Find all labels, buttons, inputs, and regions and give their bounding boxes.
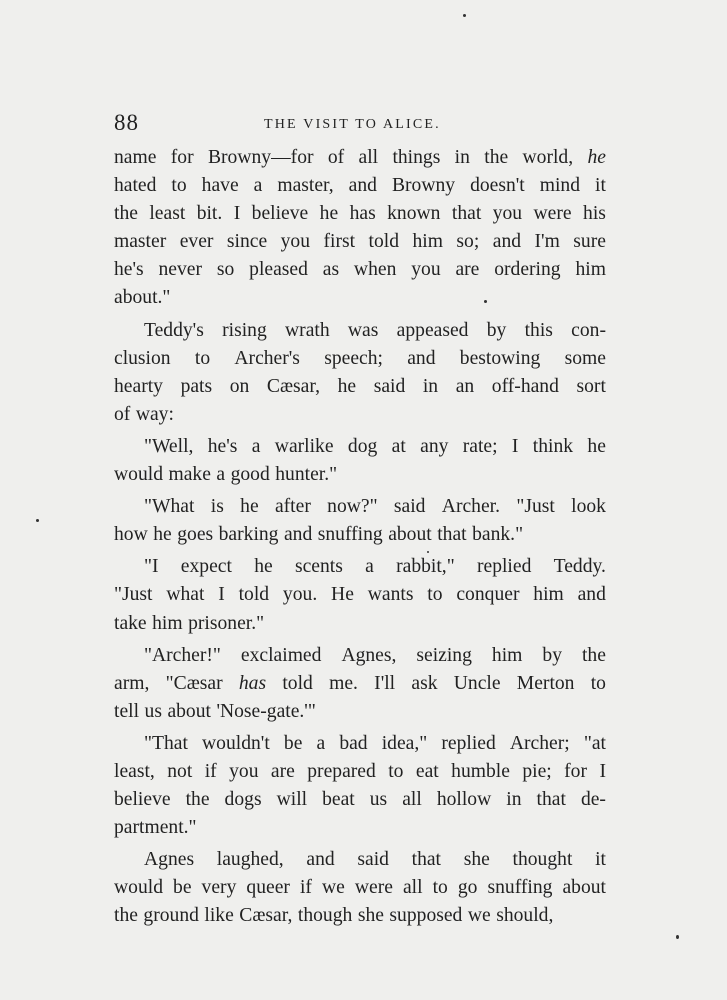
word: "Cæsar [165, 672, 223, 694]
text-line [114, 521, 606, 549]
word: the [484, 147, 509, 168]
word: of [327, 147, 345, 168]
word: exclaimed [240, 644, 322, 666]
word: he [587, 435, 606, 457]
word: and [283, 524, 313, 546]
word: least [149, 203, 186, 225]
paragraph [114, 642, 606, 726]
word: about [167, 700, 211, 722]
paper-speck [676, 935, 679, 939]
word: sure [573, 231, 606, 253]
word: off-hand [491, 375, 559, 397]
word: should, [496, 905, 554, 927]
word: has [349, 203, 376, 225]
word: hated [114, 175, 157, 197]
word: Merton [516, 672, 575, 694]
word: things [392, 147, 441, 168]
word: would [114, 877, 163, 899]
word: told [368, 231, 399, 253]
word: tell [114, 700, 140, 722]
word: Archer; [509, 732, 570, 754]
word: speech; [324, 347, 383, 369]
word: prisoner." [188, 612, 265, 634]
word: ordering [494, 259, 561, 281]
text-line [114, 814, 606, 842]
word: prepared [307, 760, 376, 782]
word: queer [246, 877, 290, 899]
word: like [204, 905, 234, 927]
word: this [524, 319, 553, 341]
word: he [587, 147, 606, 168]
text-line [114, 345, 606, 373]
word: about [562, 877, 606, 899]
word: an [455, 375, 475, 397]
word: pie; [522, 760, 552, 782]
text-line [114, 284, 606, 312]
word: all [402, 789, 422, 811]
word: for [170, 147, 194, 168]
word: a [253, 175, 263, 197]
word: name [114, 147, 157, 168]
running-head: THE VISIT TO ALICE. [264, 117, 441, 132]
word: thought [512, 849, 573, 871]
word: he [153, 524, 172, 546]
text-line [114, 786, 606, 814]
word: "Just [516, 496, 555, 518]
paper-speck [463, 14, 466, 17]
word: beat [322, 789, 355, 811]
text-line [114, 902, 606, 930]
word: about [388, 524, 432, 546]
word: I'll [374, 672, 396, 694]
word: and [577, 584, 606, 606]
word: Agnes, [341, 644, 397, 666]
word: master, [277, 175, 334, 197]
word: bank." [472, 524, 524, 546]
word: very [201, 877, 237, 899]
word: I [218, 584, 225, 606]
word: "Archer!" [144, 644, 221, 666]
text-line [114, 144, 606, 172]
word: by [486, 319, 507, 341]
word: it [595, 175, 606, 197]
word: bestowing [459, 347, 541, 369]
word: he [240, 496, 259, 518]
word: I [233, 203, 241, 225]
text-line [114, 553, 606, 581]
word: "What [144, 496, 195, 518]
paragraph [114, 144, 606, 313]
word: at [391, 435, 406, 457]
word: he [319, 203, 339, 225]
word: bad [339, 732, 368, 754]
word: dogs [224, 789, 262, 811]
word: look [571, 496, 606, 518]
word: ask [411, 672, 438, 694]
word: 'Nose-gate.'" [216, 700, 316, 722]
word: so; [456, 231, 480, 253]
word: wouldn't [202, 732, 270, 754]
word: hollow [436, 789, 492, 811]
word: believe [251, 203, 309, 225]
word: be [173, 877, 192, 899]
word: known [387, 203, 441, 225]
word: ever [179, 231, 214, 253]
word: clusion [114, 347, 171, 369]
word: I [511, 435, 519, 457]
paragraph [114, 493, 606, 549]
text-line [114, 401, 606, 429]
word: appeased [396, 319, 469, 341]
word: on [229, 375, 250, 397]
word: "at [583, 732, 606, 754]
word: "Well, [144, 435, 194, 457]
word: you. [282, 584, 318, 606]
text-line [114, 581, 606, 609]
word: ground [143, 905, 199, 927]
word: wants [367, 584, 414, 606]
paragraph [114, 553, 606, 637]
text-line [114, 610, 606, 638]
paper-speck [427, 551, 429, 553]
word: and [407, 347, 436, 369]
text-line [114, 256, 606, 284]
word: believe [114, 789, 171, 811]
word: to [388, 760, 404, 782]
word: of [114, 403, 131, 425]
word: me. [329, 672, 358, 694]
word: him [575, 259, 606, 281]
word: conquer [456, 584, 520, 606]
word: Browny—for [207, 147, 314, 168]
word: that [437, 524, 467, 546]
word: you [280, 231, 311, 253]
word: pleased [249, 259, 308, 281]
word: take [114, 612, 147, 634]
word: go [457, 877, 478, 899]
word: Agnes [144, 849, 195, 871]
word: Teddy. [553, 556, 606, 578]
word: him [152, 612, 183, 634]
word: "Just [114, 584, 153, 606]
word: in [422, 375, 439, 397]
word: a [216, 464, 226, 486]
word: after [274, 496, 311, 518]
word: she [357, 905, 384, 927]
word: when [353, 259, 397, 281]
word: she [463, 849, 490, 871]
word: barking [218, 524, 279, 546]
word: bit. [196, 203, 223, 225]
text-line [114, 461, 606, 489]
word: Uncle [453, 672, 501, 694]
paper-speck [36, 519, 39, 522]
word: told [238, 584, 270, 606]
page-number: 88 [114, 110, 139, 135]
word: would [114, 464, 163, 486]
word: mind [539, 175, 581, 197]
word: will [276, 789, 308, 811]
text-line [114, 698, 606, 726]
word: said [393, 496, 426, 518]
word: told [282, 672, 313, 694]
word: that [451, 203, 482, 225]
body-text [114, 144, 606, 931]
word: to [171, 175, 187, 197]
word: a [316, 732, 326, 754]
word: the [185, 789, 210, 811]
word: him [412, 231, 443, 253]
word: has [238, 672, 267, 694]
word: the [581, 644, 606, 666]
word: a [251, 435, 261, 457]
word: expect [180, 556, 232, 578]
word: "That [144, 732, 188, 754]
word: idea," [381, 732, 428, 754]
text-line [114, 874, 606, 902]
word: have [201, 175, 239, 197]
word: said [373, 375, 406, 397]
word: Browny [391, 175, 456, 197]
word: what [166, 584, 205, 606]
page-header [114, 110, 606, 140]
word: replied [441, 732, 496, 754]
paragraph [114, 730, 606, 842]
word: he [254, 556, 273, 578]
word: doesn't [470, 175, 525, 197]
word: said [357, 849, 389, 871]
word: de- [580, 789, 606, 811]
word: though [297, 905, 353, 927]
word: he's [207, 435, 238, 457]
word: were [354, 877, 393, 899]
word: "I [144, 556, 159, 578]
paper-speck [484, 300, 487, 303]
word: laughed, [216, 849, 284, 871]
word: rabbit," [396, 556, 455, 578]
word: since [226, 231, 268, 253]
word: eat [415, 760, 439, 782]
text-line [114, 200, 606, 228]
text-line [114, 670, 606, 698]
word: and [492, 231, 522, 253]
word: I'm [534, 231, 560, 253]
word: he [337, 375, 357, 397]
word: that [411, 849, 442, 871]
word: are [270, 760, 295, 782]
word: was [347, 319, 379, 341]
word: so [216, 259, 235, 281]
word: not [167, 760, 193, 782]
word: snuffing [317, 524, 383, 546]
word: snuffing [487, 877, 553, 899]
word: any [420, 435, 449, 457]
paragraph [114, 846, 606, 930]
text-line [114, 228, 606, 256]
word: to [432, 877, 448, 899]
word: rising [222, 319, 267, 341]
word: scents [294, 556, 343, 578]
word: humble [451, 760, 510, 782]
word: make [168, 464, 211, 486]
text-line [114, 172, 606, 200]
word: I [599, 760, 606, 782]
word: you [229, 760, 259, 782]
word: arm, [114, 672, 150, 694]
word: if [299, 877, 312, 899]
paragraph [114, 433, 606, 489]
word: him [533, 584, 564, 606]
word: warlike [274, 435, 334, 457]
word: him [491, 644, 523, 666]
word: first [323, 231, 356, 253]
word: be [283, 732, 303, 754]
word: us [369, 789, 388, 811]
word: as [322, 259, 340, 281]
word: sort [576, 375, 606, 397]
word: con- [571, 319, 606, 341]
text-line [114, 758, 606, 786]
word: dog [347, 435, 378, 457]
word: replied [476, 556, 532, 578]
word: goes [177, 524, 214, 546]
word: for [564, 760, 588, 782]
word: wrath [285, 319, 330, 341]
word: are [455, 259, 480, 281]
text-line [114, 493, 606, 521]
word: Archer's [234, 347, 300, 369]
word: he's [114, 259, 144, 281]
word: Cæsar, [239, 905, 293, 927]
word: it [595, 849, 606, 871]
word: seizing [416, 644, 472, 666]
word: and [348, 175, 377, 197]
word: Archer. [441, 496, 501, 518]
word: all [402, 877, 423, 899]
word: never [158, 259, 203, 281]
text-line [114, 373, 606, 401]
word: partment." [114, 817, 197, 839]
word: his [583, 203, 606, 225]
word: how [114, 524, 148, 546]
word: think [532, 435, 574, 457]
text-line [114, 846, 606, 874]
text-line [114, 642, 606, 670]
word: pats [180, 375, 213, 397]
word: you [492, 203, 523, 225]
word: rate; [462, 435, 498, 457]
word: good [230, 464, 270, 486]
word: some [564, 347, 606, 369]
text-line [114, 730, 606, 758]
word: a [365, 556, 374, 578]
word: we [467, 905, 491, 927]
text-line [114, 317, 606, 345]
word: hearty [114, 375, 163, 397]
word: that [536, 789, 566, 811]
word: were [533, 203, 572, 225]
word: to [194, 347, 211, 369]
word: world, [522, 147, 574, 168]
word: is [210, 496, 224, 518]
word: now?" [327, 496, 378, 518]
word: to [590, 672, 606, 694]
word: the [114, 203, 138, 225]
paragraph [114, 317, 606, 429]
word: supposed [389, 905, 463, 927]
word: we [321, 877, 345, 899]
word: in [506, 789, 522, 811]
word: hunter." [275, 464, 338, 486]
word: Teddy's [144, 319, 204, 341]
word: Cæsar, [266, 375, 321, 397]
word: He [331, 584, 354, 606]
word: you [411, 259, 441, 281]
word: and [306, 849, 335, 871]
word: about." [114, 287, 171, 309]
word: least, [114, 760, 155, 782]
word: us [144, 700, 162, 722]
word: to [427, 584, 443, 606]
word: master [114, 231, 167, 253]
text-line [114, 433, 606, 461]
word: all [358, 147, 379, 168]
word: if [204, 760, 217, 782]
word: in [454, 147, 470, 168]
word: by [542, 644, 562, 666]
word: way: [135, 403, 174, 425]
word: the [114, 905, 138, 927]
